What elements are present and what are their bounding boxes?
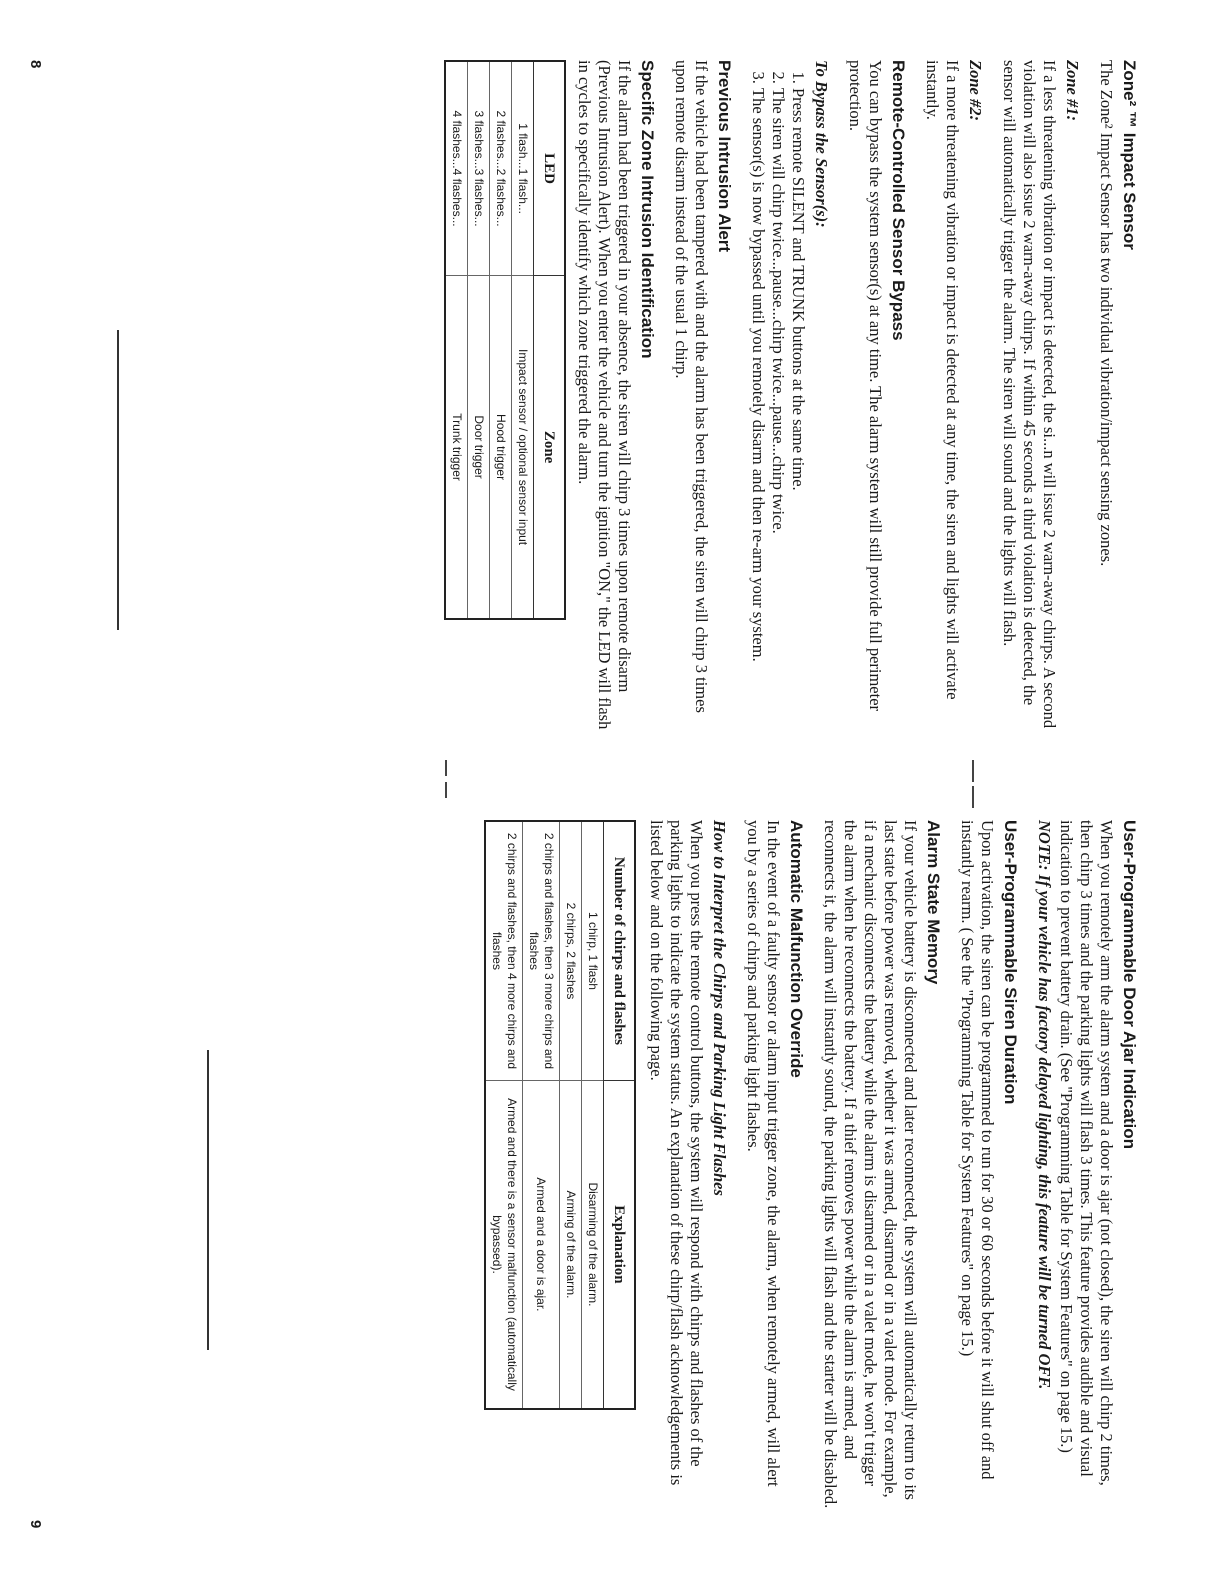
siren-duration-heading: User-Programmable Siren Duration (1001, 820, 1020, 1105)
table-cell: 4 flashes...4 flashes... (445, 61, 468, 276)
footer-rule-right (208, 1050, 210, 1350)
door-ajar-heading: User-Programmable Door Ajar Indication (1120, 820, 1139, 1150)
gutter-mark (445, 782, 447, 798)
zone2-subheading: Zone #2: (966, 60, 985, 121)
table-header-led: LED (534, 61, 566, 276)
zone2-text: If a more threatening vibration or impact is detected at any time, the siren and lights will activate instantly. (923, 60, 962, 700)
table-cell: 3 flashes...3 flashes... (468, 61, 490, 276)
zone2-sensor-heading: Zone² ™ Impact Sensor (1120, 60, 1139, 250)
table-header-zone: Zone (534, 276, 566, 619)
bypass-step: 2. The siren will chirp twice...pause...chirp twice...pause...chirp twice. (768, 88, 788, 740)
table-row (490, 61, 512, 619)
table-row (445, 61, 468, 619)
table-row (468, 61, 490, 619)
table-header-explanation: Explanation (604, 1080, 636, 1409)
door-ajar-note: NOTE: If your vehicle has factory delayed lighting, this feature will be turned OFF. (1035, 820, 1054, 1390)
bypass-step: 3. The sensor(s) is now bypassed until you remotely disarm and then re-arm your system. (748, 88, 768, 740)
table-cell: Hood trigger (490, 276, 512, 619)
interpret-chirps-heading: How to Interpret the Chirps and Parking Light Flashes (710, 820, 729, 1196)
door-ajar-text: When you remotely arm the alarm system and a door is ajar (not closed), the siren will chirp 2 times, then chirp 3 times and the parking lights will flash 3 times. This feature provides audible and visual indication to prevent battery drain. (See "Programming Table for System Features" on page 15.) (1057, 820, 1116, 1486)
zone1-heading: Zone #1: (1063, 60, 1082, 121)
table-cell: Armed and there is a sensor malfunction (automatically bypassed). (485, 1080, 523, 1409)
led-zone-table (444, 60, 566, 620)
table-cell: Trunk trigger (445, 276, 468, 619)
alarm-memory-text: If your vehicle battery is disconnected and later reconnected, the system will automatically return to its last state before power was removed, whether it was armed, disarmed or in a valet mode. For example, if a mechanic disconnects the battery while the alarm is disarmed or in a valet mode, he won't trigger the alarm when he reconnects the battery. If a thief removes power while the alarm is armed, and reconnects it, the alarm will instantly sound, the parking lights will flash and the starter will be disabled. (821, 820, 920, 1509)
malfunction-override-text: In the event of a faulty sensor or alarm input trigger zone, the alarm, when remotely armed, will alert you by a series of chirps and parking light flashes. (744, 820, 783, 1487)
siren-duration-text: Upon activation, the siren can be programmed to run for 30 or 60 seconds before it will shut off and instantly rearm. ( See the "Programming Table for System Features" on page 15.) (958, 820, 997, 1480)
gutter-mark (445, 760, 447, 776)
table-row (512, 61, 534, 619)
table-row (523, 821, 560, 1409)
table-cell: 1 flash...1 flash... (512, 61, 534, 276)
left-page-column (444, 60, 1139, 740)
table-row (485, 821, 523, 1409)
table-cell: Disarming of the alarm. (582, 1080, 604, 1409)
page-number-right: 9 (27, 1520, 44, 1529)
previous-intrusion-heading: Previous Intrusion Alert (715, 60, 734, 253)
table-cell: Door trigger (468, 276, 490, 619)
gutter-mark (972, 760, 974, 782)
gutter-mark (972, 786, 974, 808)
sensor-bypass-heading: Remote-Controlled Sensor Bypass (889, 60, 908, 341)
table-cell: 1 chirp, 1 flash (582, 821, 604, 1080)
table-cell: Arming of the alarm. (560, 1080, 582, 1409)
table-row (560, 821, 582, 1409)
footer-rule-left (118, 330, 120, 630)
table-cell: 2 chirps and flashes, then 4 more chirps and flashes (485, 821, 523, 1080)
table-cell: Impact sensor / optional sensor input (512, 276, 534, 619)
zone-identification-text: If the alarm had been triggered in your absence, the siren will chirp 3 times upon remote disarm (Previous Intrusion Alert). When you enter the vehicle and turn the ignition "ON," the LED will flash in cycles to specifically identify which zone triggered the alarm. (575, 60, 634, 730)
table-cell: 2 chirps, 2 flashes (560, 821, 582, 1080)
table-header-chirps: Number of chirps and flashes (604, 821, 636, 1080)
zone2-intro-text: The Zone² Impact Sensor has two individual vibration/impact sensing zones. (1097, 60, 1116, 567)
zone1-text: If a less threatening vibration or impact is detected, the si...n will issue 2 warn-away chirps. A second violation will also issue 2 warn-away chirps. If within 45 seconds a third violation is detected, the sensor will automatically trigger the alarm. The siren will sound and the lights will flash. (1000, 60, 1059, 729)
right-page-column (484, 820, 1139, 1510)
previous-intrusion-text: If the vehicle had been tampered with and the alarm has been triggered, the siren will chirp 3 times upon remote disarm instead of the usual 1 chirp. (672, 60, 711, 713)
table-cell: 2 flashes...2 flashes... (490, 61, 512, 276)
table-cell: Armed and a door is ajar. (523, 1080, 560, 1409)
page-number-left: 8 (27, 60, 44, 69)
table-cell: 2 chirps and flashes, then 3 more chirps and flashes (523, 821, 560, 1080)
chirp-flash-table (484, 820, 636, 1410)
zone-identification-heading: Specific Zone Intrusion Identification (638, 60, 657, 359)
sensor-bypass-text: You can bypass the system sensor(s) at any time. The alarm system will still provide full perimeter protection. (846, 60, 885, 712)
table-header-row (604, 821, 636, 1409)
table-header-row (534, 61, 566, 619)
table-row (582, 821, 604, 1409)
bypass-steps-heading: To Bypass the Sensor(s): (812, 60, 831, 228)
malfunction-override-heading: Automatic Malfunction Override (787, 820, 806, 1078)
bypass-steps-list (748, 60, 808, 740)
alarm-memory-heading: Alarm State Memory (924, 820, 943, 985)
bypass-step: 1. Press remote SILENT and TRUNK buttons at the same time. (788, 88, 808, 740)
interpret-chirps-text: When you press the remote control buttons, the system will respond with chirps and flashes of the parking lights to indicate the system status. An explanation of these chirp/flash acknowledgements is listed below and on the following page. (647, 820, 706, 1486)
